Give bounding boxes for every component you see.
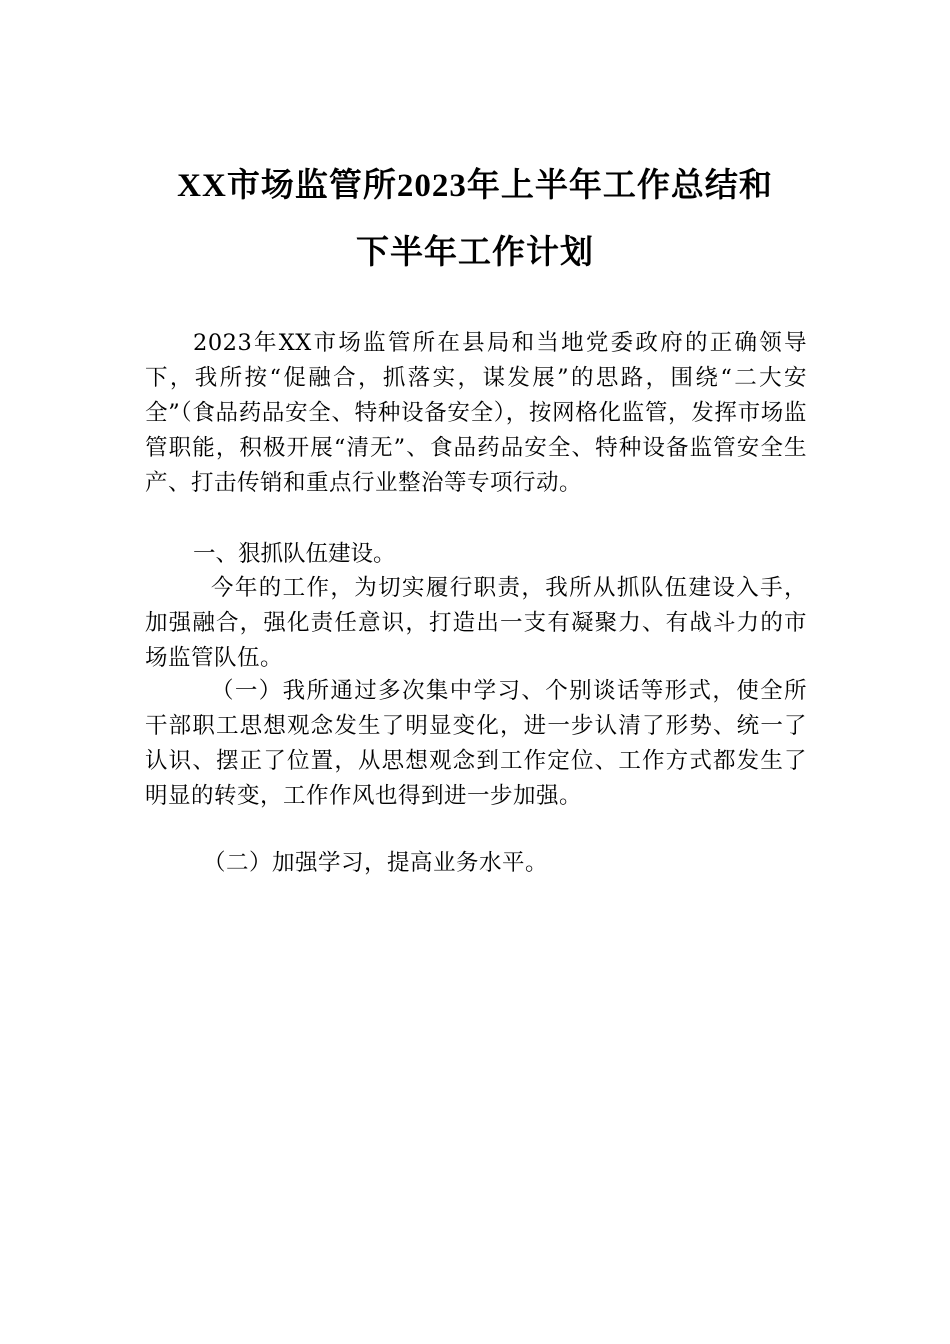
item-1-paragraph: （一）我所通过多次集中学习、个别谈话等形式，使全所干部职工思想观念发生了明显变化，进一步认清了形势、统一了认识、摆正了位置，从思想观念到工作定位、工作方式都发生了明显的转变，工作作风也得到进一步加强。 [145,678,807,809]
item-2-paragraph: （二）加强学习，提高业务水平。 [203,850,549,876]
section-heading-1: 一、狠抓队伍建设。 [193,541,396,567]
team-building-paragraph: 今年的工作，为切实履行职责，我所从抓队伍建设入手，加强融合，强化责任意识，打造出一支有凝聚力、有战斗力的市场监管队伍。 [145,575,807,671]
document-title-line-2: 下半年工作计划 [356,235,594,271]
intro-paragraph: 2023年XX市场监管所在县局和当地党委政府的正确领导下，我所按“促融合，抓落实，谋发展”的思路，围绕“二大安全”（食品药品安全、特种设备安全），按网格化监管，发挥市场监管职能，积极开展“清无”、食品药品安全、特种设备监管安全生产、打击传销和重点行业整治等专项行动。 [145,330,807,496]
document-title-line-1: XX市场监管所2023年上半年工作总结和 [177,168,773,204]
